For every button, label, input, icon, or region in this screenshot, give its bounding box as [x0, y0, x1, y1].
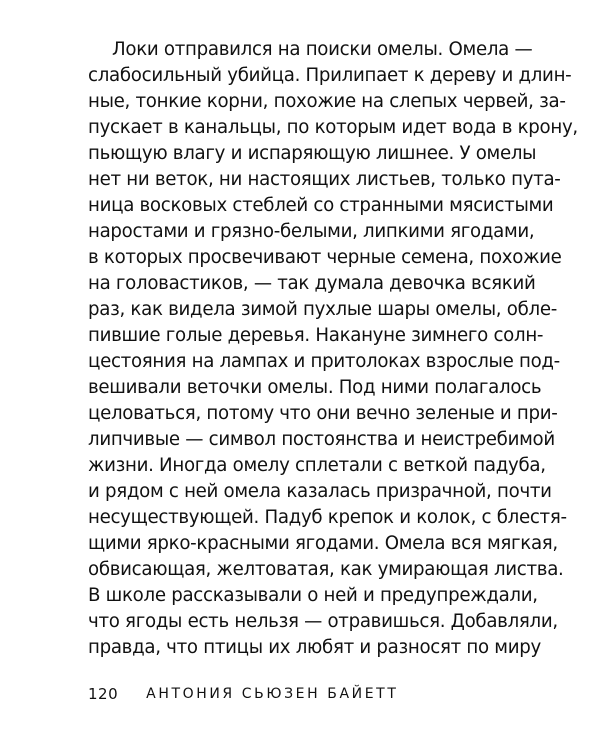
- text-line: липчивые — символ постоянства и неистребимой: [88, 429, 555, 450]
- text-line: В школе рассказывали о ней и предупреждали,: [88, 585, 538, 606]
- text-line: несуществующей. Падуб крепок и колок, с блестя-: [88, 507, 567, 528]
- text-line: раз, как видела зимой пухлые шары омелы, обле-: [88, 299, 557, 320]
- text-line: нет ни веток, ни настоящих листьев, только пута-: [88, 169, 561, 190]
- text-line: пускает в канальцы, по которым идет вода в крону,: [88, 117, 578, 138]
- text-line: наростами и грязно-белыми, липкими ягодами,: [88, 221, 535, 242]
- text-line: ные, тонкие корни, похожие на слепых червей, за-: [88, 91, 566, 112]
- text-line: Локи отправился на поиски омелы. Омела —: [112, 39, 533, 60]
- text-line: вешивали веточки омелы. Под ними полагалось: [88, 377, 542, 398]
- text-line: ница восковых стеблей со странными мясистыми: [88, 195, 554, 216]
- text-line: правда, что птицы их любят и разносят по миру: [88, 637, 541, 658]
- text-line: слабосильный убийца. Прилипает к дереву и длин-: [88, 65, 572, 86]
- running-head-author: АНТОНИЯ СЬЮЗЕН БАЙЕТТ: [146, 686, 399, 702]
- text-line: жизни. Иногда омелу сплетали с веткой падуба,: [88, 455, 546, 476]
- page-number: 120: [88, 685, 119, 703]
- text-line: в которых просвечивают черные семена, похожие: [88, 247, 562, 268]
- text-line: цестояния на лампах и притолоках взрослые под-: [88, 351, 560, 372]
- text-line: обвисающая, желтоватая, как умирающая листва.: [88, 559, 564, 580]
- text-line: пьющую влагу и испаряющую лишнее. У омелы: [88, 143, 537, 164]
- text-line: и рядом с ней омела казалась призрачной, почти: [88, 481, 552, 502]
- page-footer: [88, 682, 399, 706]
- text-line: целоваться, потому что они вечно зеленые и при-: [88, 403, 558, 424]
- text-line: щими ярко-красными ягодами. Омела вся мягкая,: [88, 533, 558, 554]
- text-line: на головастиков, — так думала девочка всякий: [88, 273, 536, 294]
- text-line: что ягоды есть нельзя — отравишься. Добавляли,: [88, 611, 558, 632]
- text-line: пившие голые деревья. Накануне зимнего солн-: [88, 325, 544, 346]
